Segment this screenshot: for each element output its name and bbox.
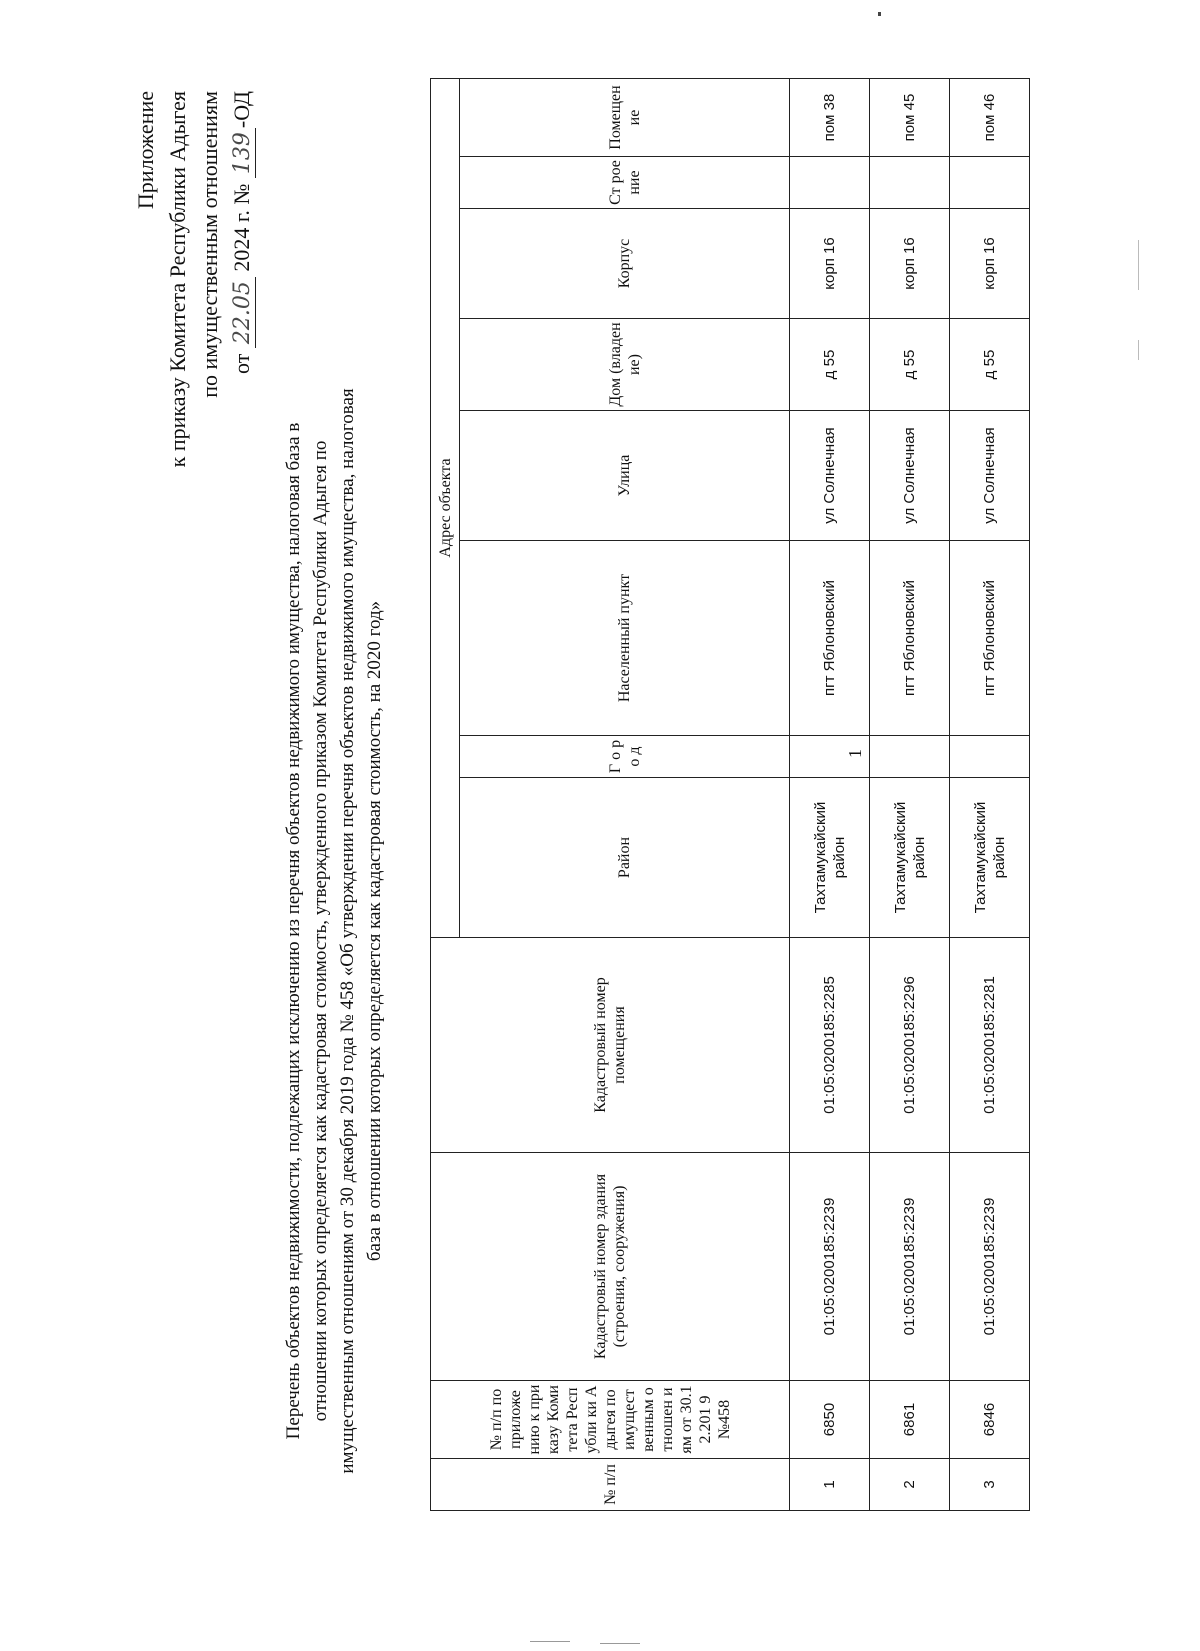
document-title xyxy=(280,281,388,1581)
cell-building: корп 16 xyxy=(950,209,1030,319)
appendix-header xyxy=(130,91,259,611)
order-suffix: -ОД xyxy=(229,91,254,129)
cell-building-cadastral: 01:05:0200185:2239 xyxy=(790,1153,870,1381)
scan-edge-line xyxy=(1138,340,1139,360)
cell-district: Тахтамукайский район xyxy=(790,778,870,938)
cell-street: ул Солнечная xyxy=(790,411,870,541)
year-text: 2024 г. № xyxy=(229,183,254,272)
title-line-1: Перечень объектов недвижимости, подлежащих исключению из перечня объектов недвижимого имущества, налоговая база в xyxy=(283,422,304,1440)
handwritten-date: 22.05 xyxy=(230,277,256,348)
cell-street: ул Солнечная xyxy=(950,411,1030,541)
cell-street: ул Солнечная xyxy=(870,411,950,541)
header-structure: Ст рое ние xyxy=(460,157,790,209)
header-street: Улица xyxy=(460,411,790,541)
header-address-group: Адрес объекта xyxy=(431,78,460,937)
table-header-row-1 xyxy=(431,78,460,1510)
cell-room: пом 38 xyxy=(790,78,870,156)
cell-city xyxy=(870,736,950,778)
cell-building: корп 16 xyxy=(790,209,870,319)
cell-building-cadastral: 01:05:0200185:2239 xyxy=(950,1153,1030,1381)
cell-appendix-num: 6850 xyxy=(790,1381,870,1459)
cell-house: д 55 xyxy=(790,319,870,411)
title-line-2: отношении которых определяется как кадастровая стоимость, утвержденного приказом Комитета Республики Адыгея по xyxy=(310,440,331,1422)
page-number: 1 xyxy=(845,749,865,758)
cell-structure xyxy=(790,157,870,209)
appendix-date-line xyxy=(226,91,259,611)
cell-room: пом 46 xyxy=(950,78,1030,156)
table-row xyxy=(870,78,950,1510)
cell-room-cadastral: 01:05:0200185:2281 xyxy=(950,938,1030,1153)
header-building-cadastral: Кадастровый номер здания (строения, сооружения) xyxy=(431,1153,790,1381)
cell-building: корп 16 xyxy=(870,209,950,319)
header-settlement: Населенный пункт xyxy=(460,541,790,736)
cell-settlement: пгт Яблоновский xyxy=(950,541,1030,736)
cell-num: 2 xyxy=(870,1459,950,1511)
cell-settlement: пгт Яблоновский xyxy=(790,541,870,736)
header-room: Помещен ие xyxy=(460,78,790,156)
cell-city xyxy=(950,736,1030,778)
table-row xyxy=(790,78,870,1510)
appendix-committee: по имущественным отношениям xyxy=(197,91,222,398)
cell-appendix-num: 6846 xyxy=(950,1381,1030,1459)
cell-room: пом 45 xyxy=(870,78,950,156)
handwritten-number: 139 xyxy=(230,128,256,178)
title-line-3: имущественным отношениям от 30 декабря 2019 года № 458 «Об утверждении перечня объектов недвижимого имущества, налоговая xyxy=(337,388,358,1474)
cell-appendix-num: 6861 xyxy=(870,1381,950,1459)
header-district: Район xyxy=(460,778,790,938)
cell-structure xyxy=(870,157,950,209)
cell-room-cadastral: 01:05:0200185:2285 xyxy=(790,938,870,1153)
cell-house: д 55 xyxy=(950,319,1030,411)
title-line-4: база в отношении которых определяется как кадастровая стоимость, на 2020 год» xyxy=(364,600,385,1262)
scan-edge-line xyxy=(1138,240,1139,290)
header-building: Корпус xyxy=(460,209,790,319)
scan-speck xyxy=(878,12,881,16)
cell-house: д 55 xyxy=(870,319,950,411)
date-prefix: от xyxy=(229,353,254,374)
cell-num: 1 xyxy=(790,1459,870,1511)
header-appendix-num: № п/п по приложе нию к приказу Комитета Республи ки Адыгея по имущест венным отношен иям от 30.12.201 9 №458 xyxy=(431,1381,790,1459)
appendix-label: Приложение xyxy=(133,91,158,210)
cell-num: 3 xyxy=(950,1459,1030,1511)
cell-settlement: пгт Яблоновский xyxy=(870,541,950,736)
cell-district: Тахтамукайский район xyxy=(950,778,1030,938)
header-room-cadastral: Кадастровый номер помещения xyxy=(431,938,790,1153)
header-house: Дом (владен ие) xyxy=(460,319,790,411)
cell-room-cadastral: 01:05:0200185:2296 xyxy=(870,938,950,1153)
appendix-order-ref: к приказу Комитета Республики Адыгея xyxy=(165,91,190,468)
cell-district: Тахтамукайский район xyxy=(870,778,950,938)
scan-edge-line xyxy=(530,1641,570,1642)
header-city: Г о р о д xyxy=(460,736,790,778)
cell-structure xyxy=(950,157,1030,209)
table-row xyxy=(950,78,1030,1510)
cell-building-cadastral: 01:05:0200185:2239 xyxy=(870,1153,950,1381)
header-num: № п/п xyxy=(431,1459,790,1511)
property-exclusion-table xyxy=(430,78,1030,1511)
scan-edge-line xyxy=(600,1643,640,1644)
